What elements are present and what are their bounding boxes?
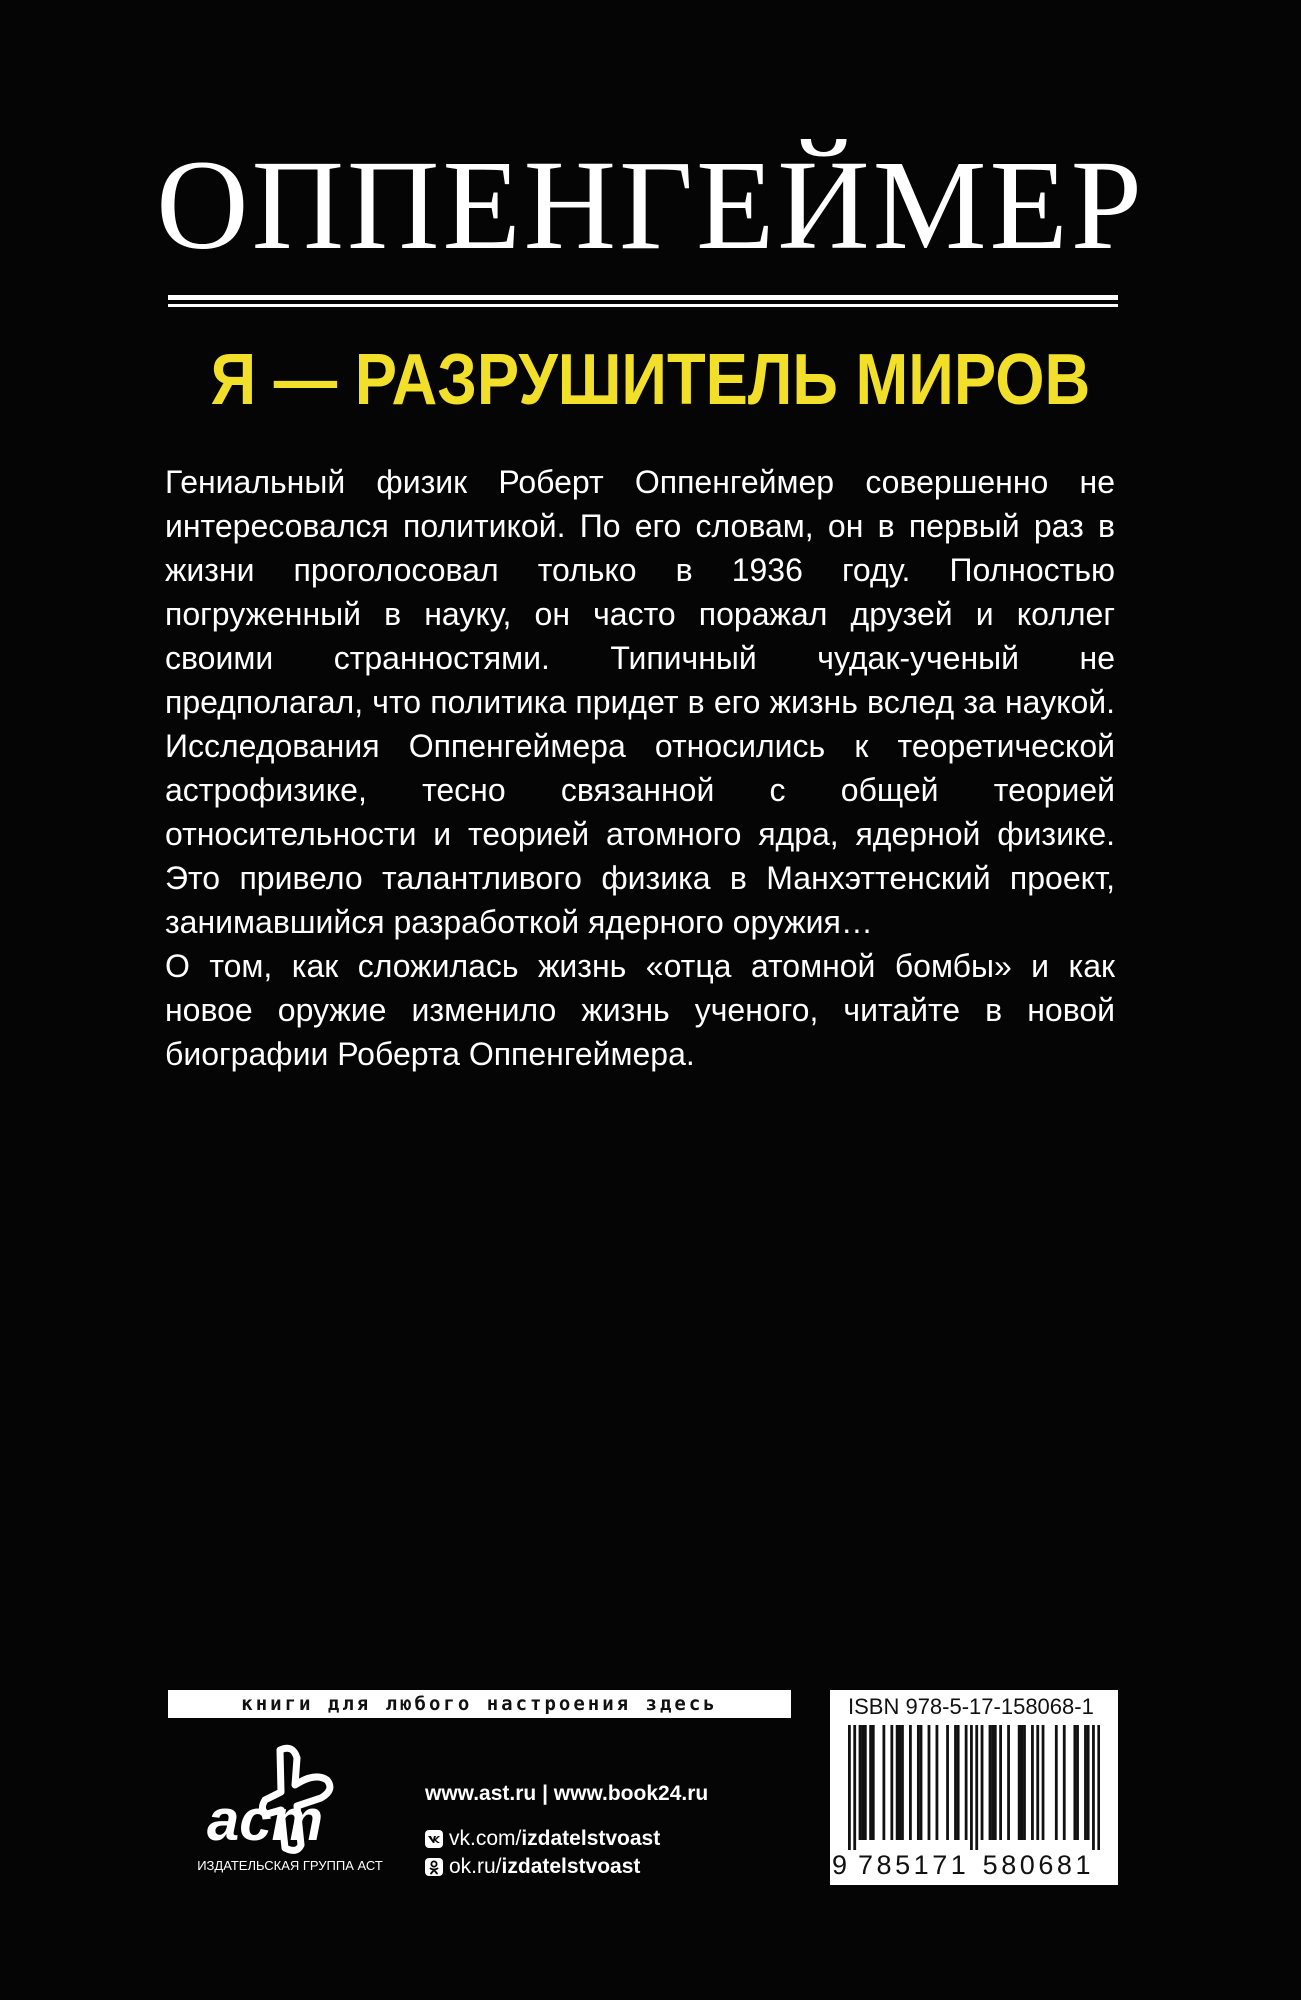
barcode-bar: [869, 1725, 872, 1840]
blurb-paragraph-2: О том, как сложилась жизнь «отца атомной бомбы» и как новое оружие изменило жизнь ученого, читайте в новой биографии Роберта Оппенгеймера.: [165, 948, 1115, 1072]
barcode-bar: [954, 1725, 957, 1840]
barcode-bar: [1042, 1725, 1045, 1840]
barcode-bar: [1020, 1725, 1023, 1840]
barcode-digit: 1: [950, 1850, 968, 1880]
barcode-bar: [1018, 1725, 1021, 1840]
vk-link[interactable]: [425, 1827, 660, 1851]
isbn-barcode-box: [830, 1690, 1118, 1885]
barcode-bar: [896, 1725, 899, 1840]
barcode-bar: [1031, 1725, 1034, 1840]
barcode-bar: [917, 1725, 920, 1840]
barcode-bar: [848, 1725, 851, 1850]
barcode-bar: [898, 1725, 901, 1840]
website-links[interactable]: www.ast.ru | www.book24.ru: [425, 1782, 709, 1805]
title-rule-thick: [168, 295, 1118, 300]
barcode-bar: [989, 1725, 992, 1840]
book-subtitle: Я — РАЗРУШИТЕЛЬ МИРОВ: [210, 340, 1091, 420]
barcode-bar: [864, 1725, 867, 1840]
barcode-bar: [928, 1725, 931, 1840]
barcode-digit: 8: [876, 1850, 894, 1880]
barcode-bar: [1097, 1725, 1100, 1850]
barcode-bar: [872, 1725, 875, 1840]
ok-handle: izdatelstvoast: [501, 1855, 641, 1878]
barcode-bar: [1076, 1725, 1079, 1840]
barcode-bar: [1063, 1725, 1066, 1840]
barcode-bar: [994, 1725, 997, 1840]
barcode-bar: [1023, 1725, 1026, 1840]
barcode-bar: [936, 1725, 939, 1840]
barcode-bar: [1055, 1725, 1058, 1840]
barcode-bar: [882, 1725, 885, 1840]
barcode-digit: 8: [1056, 1850, 1074, 1880]
barcode-digit: 9: [832, 1850, 850, 1880]
barcode-digit: 8: [1001, 1850, 1019, 1880]
barcode-bar: [909, 1725, 912, 1840]
barcode-bar: [901, 1725, 904, 1840]
barcode-digit: 6: [1038, 1850, 1056, 1880]
ok-link[interactable]: [425, 1855, 640, 1879]
barcode-bar: [1036, 1725, 1039, 1840]
ast-logo-wordmark: аст: [207, 1788, 324, 1853]
barcode-digit: 7: [857, 1850, 875, 1880]
barcode-bar: [981, 1725, 984, 1840]
barcode-digit: 1: [1075, 1850, 1093, 1880]
barcode-digit: 1: [913, 1850, 931, 1880]
barcode-digit: 5: [982, 1850, 1000, 1880]
tagline-bar: книги для любого настроения здесь: [168, 1690, 791, 1718]
barcode-bar: [1087, 1725, 1090, 1840]
ok-prefix: ok.ru/: [449, 1855, 502, 1878]
barcode-digit: 5: [895, 1850, 913, 1880]
barcode-bar: [1084, 1725, 1087, 1840]
barcode-bar: [1007, 1725, 1010, 1840]
vk-icon: [425, 1830, 443, 1848]
barcode-bar: [965, 1725, 968, 1840]
blurb-paragraph-1: Гениальный физик Роберт Оппенгеймер совершенно не интересовался политикой. По его словам, он в первый раз в жизни проголосовал только в 1936 году. Полностью погруженный в науку, он часто поражал друзей и коллег своими странностями. Типичный чудак-ученый не предполагал, что политика придет в его жизнь вслед за наукой. Исследования Оппенгеймера относились к теоретической астрофизике, тесно связанной с общей теорией относительности и теорией атомного ядра, ядерной физике. Это привело талантливого физика в Манхэттенский проект, занимавшийся разработкой ядерного оружия…: [165, 464, 1115, 940]
barcode-bar: [1073, 1725, 1076, 1840]
barcode-bar: [991, 1725, 994, 1840]
barcode-bar: [957, 1725, 960, 1840]
ok-icon: [425, 1858, 443, 1876]
ast-logo-icon: [185, 1740, 385, 1860]
barcode-bar: [861, 1725, 864, 1840]
title-rule-thin: [168, 304, 1118, 307]
vk-handle: izdatelstvoast: [521, 1827, 661, 1850]
barcode-bar: [1092, 1725, 1095, 1850]
barcode-bar: [859, 1725, 862, 1840]
book-title: ОППЕНГЕЙМЕР: [156, 134, 1145, 276]
barcode-digit: 7: [932, 1850, 950, 1880]
barcode-bar: [999, 1725, 1002, 1840]
barcode-digit: 0: [1019, 1850, 1037, 1880]
barcode-bar: [970, 1725, 973, 1850]
barcode-bar: [946, 1725, 949, 1840]
vk-prefix: vk.com/: [449, 1827, 522, 1850]
barcode-bar: [853, 1725, 856, 1850]
blurb: [165, 460, 1115, 1076]
barcode-bar: [975, 1725, 978, 1850]
isbn-label: ISBN 978-5-17-158068-1: [848, 1694, 1094, 1719]
barcode-bar: [920, 1725, 923, 1840]
publisher-name: ИЗДАТЕЛЬСКАЯ ГРУППА АСТ: [197, 1858, 383, 1873]
barcode-icon: [848, 1725, 1100, 1850]
barcode-bar: [890, 1725, 893, 1840]
